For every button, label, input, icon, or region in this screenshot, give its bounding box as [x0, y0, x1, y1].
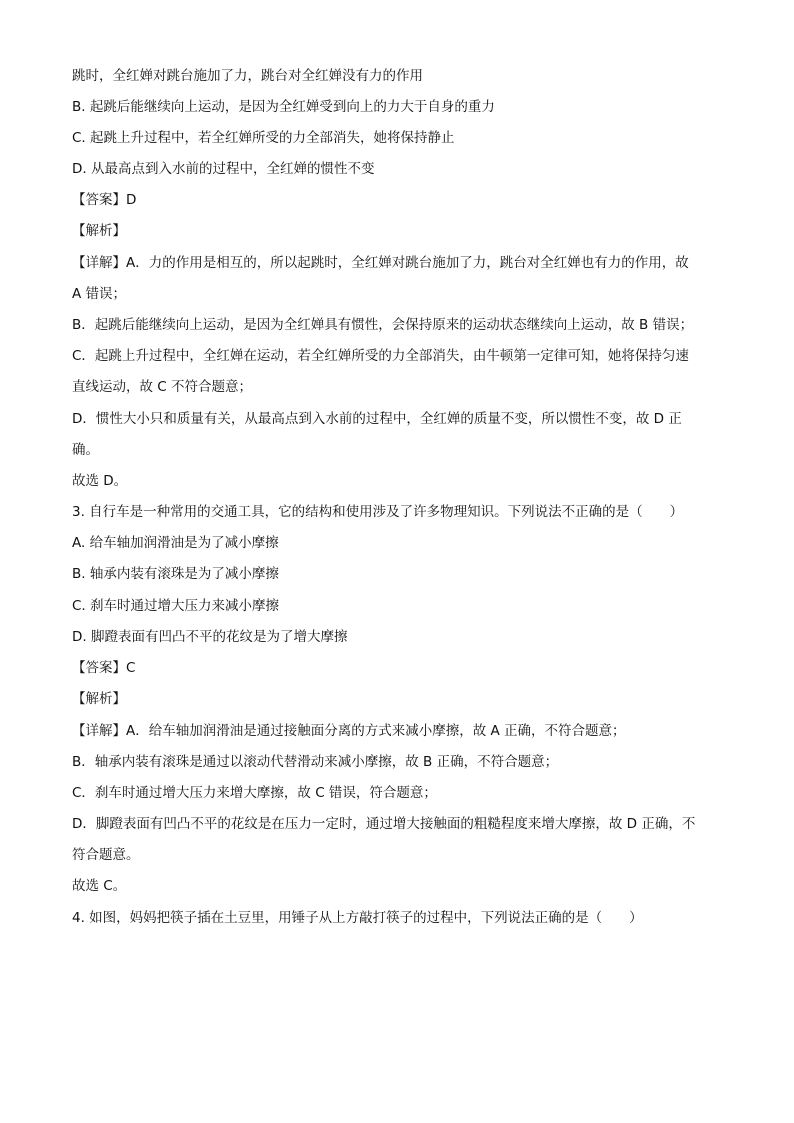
text-line-23: B．轴承内装有滚珠是通过以滚动代替滑动来减小摩擦，故 B 正确，不符合题意；	[72, 754, 559, 770]
text-line-3: C. 起跳上升过程中，若全红婵所受的力全部消失，她将保持静止	[72, 130, 455, 146]
text-line-7: 【详解】A．力的作用是相互的，所以起跳时，全红婵对跳台施加了力，跳台对全红婵也有力的作用，故	[72, 255, 689, 271]
text-line-4: D. 从最高点到入水前的过程中，全红婵的惯性不变	[72, 161, 375, 177]
text-line-14: 故选 D。	[72, 473, 128, 489]
text-line-24: C．刹车时通过增大压力来增大摩擦，故 C 错误，符合题意；	[72, 785, 437, 801]
question-3-option-c: C. 刹车时通过增大压力来减小摩擦	[72, 598, 280, 614]
analysis-label-q3: 【解析】	[72, 691, 126, 707]
text-line-9: B．起跳后能继续向上运动，是因为全红婵具有惯性，会保持原来的运动状态继续向上运动，故 B 错误；	[72, 317, 694, 333]
question-3-stem: 3. 自行车是一种常用的交通工具，它的结构和使用涉及了许多物理知识。下列说法不正确的是（ ）	[72, 504, 684, 520]
text-line-26: 符合题意。	[72, 847, 140, 863]
answer-label-q3: 【答案】C	[72, 660, 136, 676]
answer-label-q2: 【答案】D	[72, 192, 137, 208]
text-line-8: A 错误；	[72, 286, 127, 302]
text-line-25: D．脚蹬表面有凹凸不平的花纹是在压力一定时，通过增大接触面的粗糙程度来增大摩擦，故 D 正确，不	[72, 816, 696, 832]
analysis-label-q2: 【解析】	[72, 223, 126, 239]
text-line-11: 直线运动，故 C 不符合题意；	[72, 379, 253, 395]
text-line-22: 【详解】A．给车轴加润滑油是通过接触面分离的方式来减小摩擦，故 A 正确，不符合题意；	[72, 723, 626, 739]
text-line-1: 跳时，全红婵对跳台施加了力，跳台对全红婵没有力的作用	[72, 68, 423, 84]
text-line-13: 确。	[72, 442, 99, 458]
text-line-2: B. 起跳后能继续向上运动，是因为全红婵受到向上的力大于自身的重力	[72, 99, 495, 115]
text-line-12: D．惯性大小只和质量有关，从最高点到入水前的过程中，全红婵的质量不变，所以惯性不变，故 D 正	[72, 411, 682, 427]
text-line-10: C．起跳上升过程中，全红婵在运动，若全红婵所受的力全部消失，由牛顿第一定律可知，她将保持匀速	[72, 348, 689, 364]
question-3-option-b: B. 轴承内装有滚珠是为了减小摩擦	[72, 566, 279, 582]
question-3-option-d: D. 脚蹬表面有凹凸不平的花纹是为了增大摩擦	[72, 629, 348, 645]
text-line-27: 故选 C。	[72, 878, 127, 894]
question-4-stem: 4. 如图，妈妈把筷子插在土豆里，用锤子从上方敲打筷子的过程中，下列说法正确的是（ ）	[72, 910, 643, 926]
question-3-option-a: A. 给车轴加润滑油是为了减小摩擦	[72, 535, 279, 551]
